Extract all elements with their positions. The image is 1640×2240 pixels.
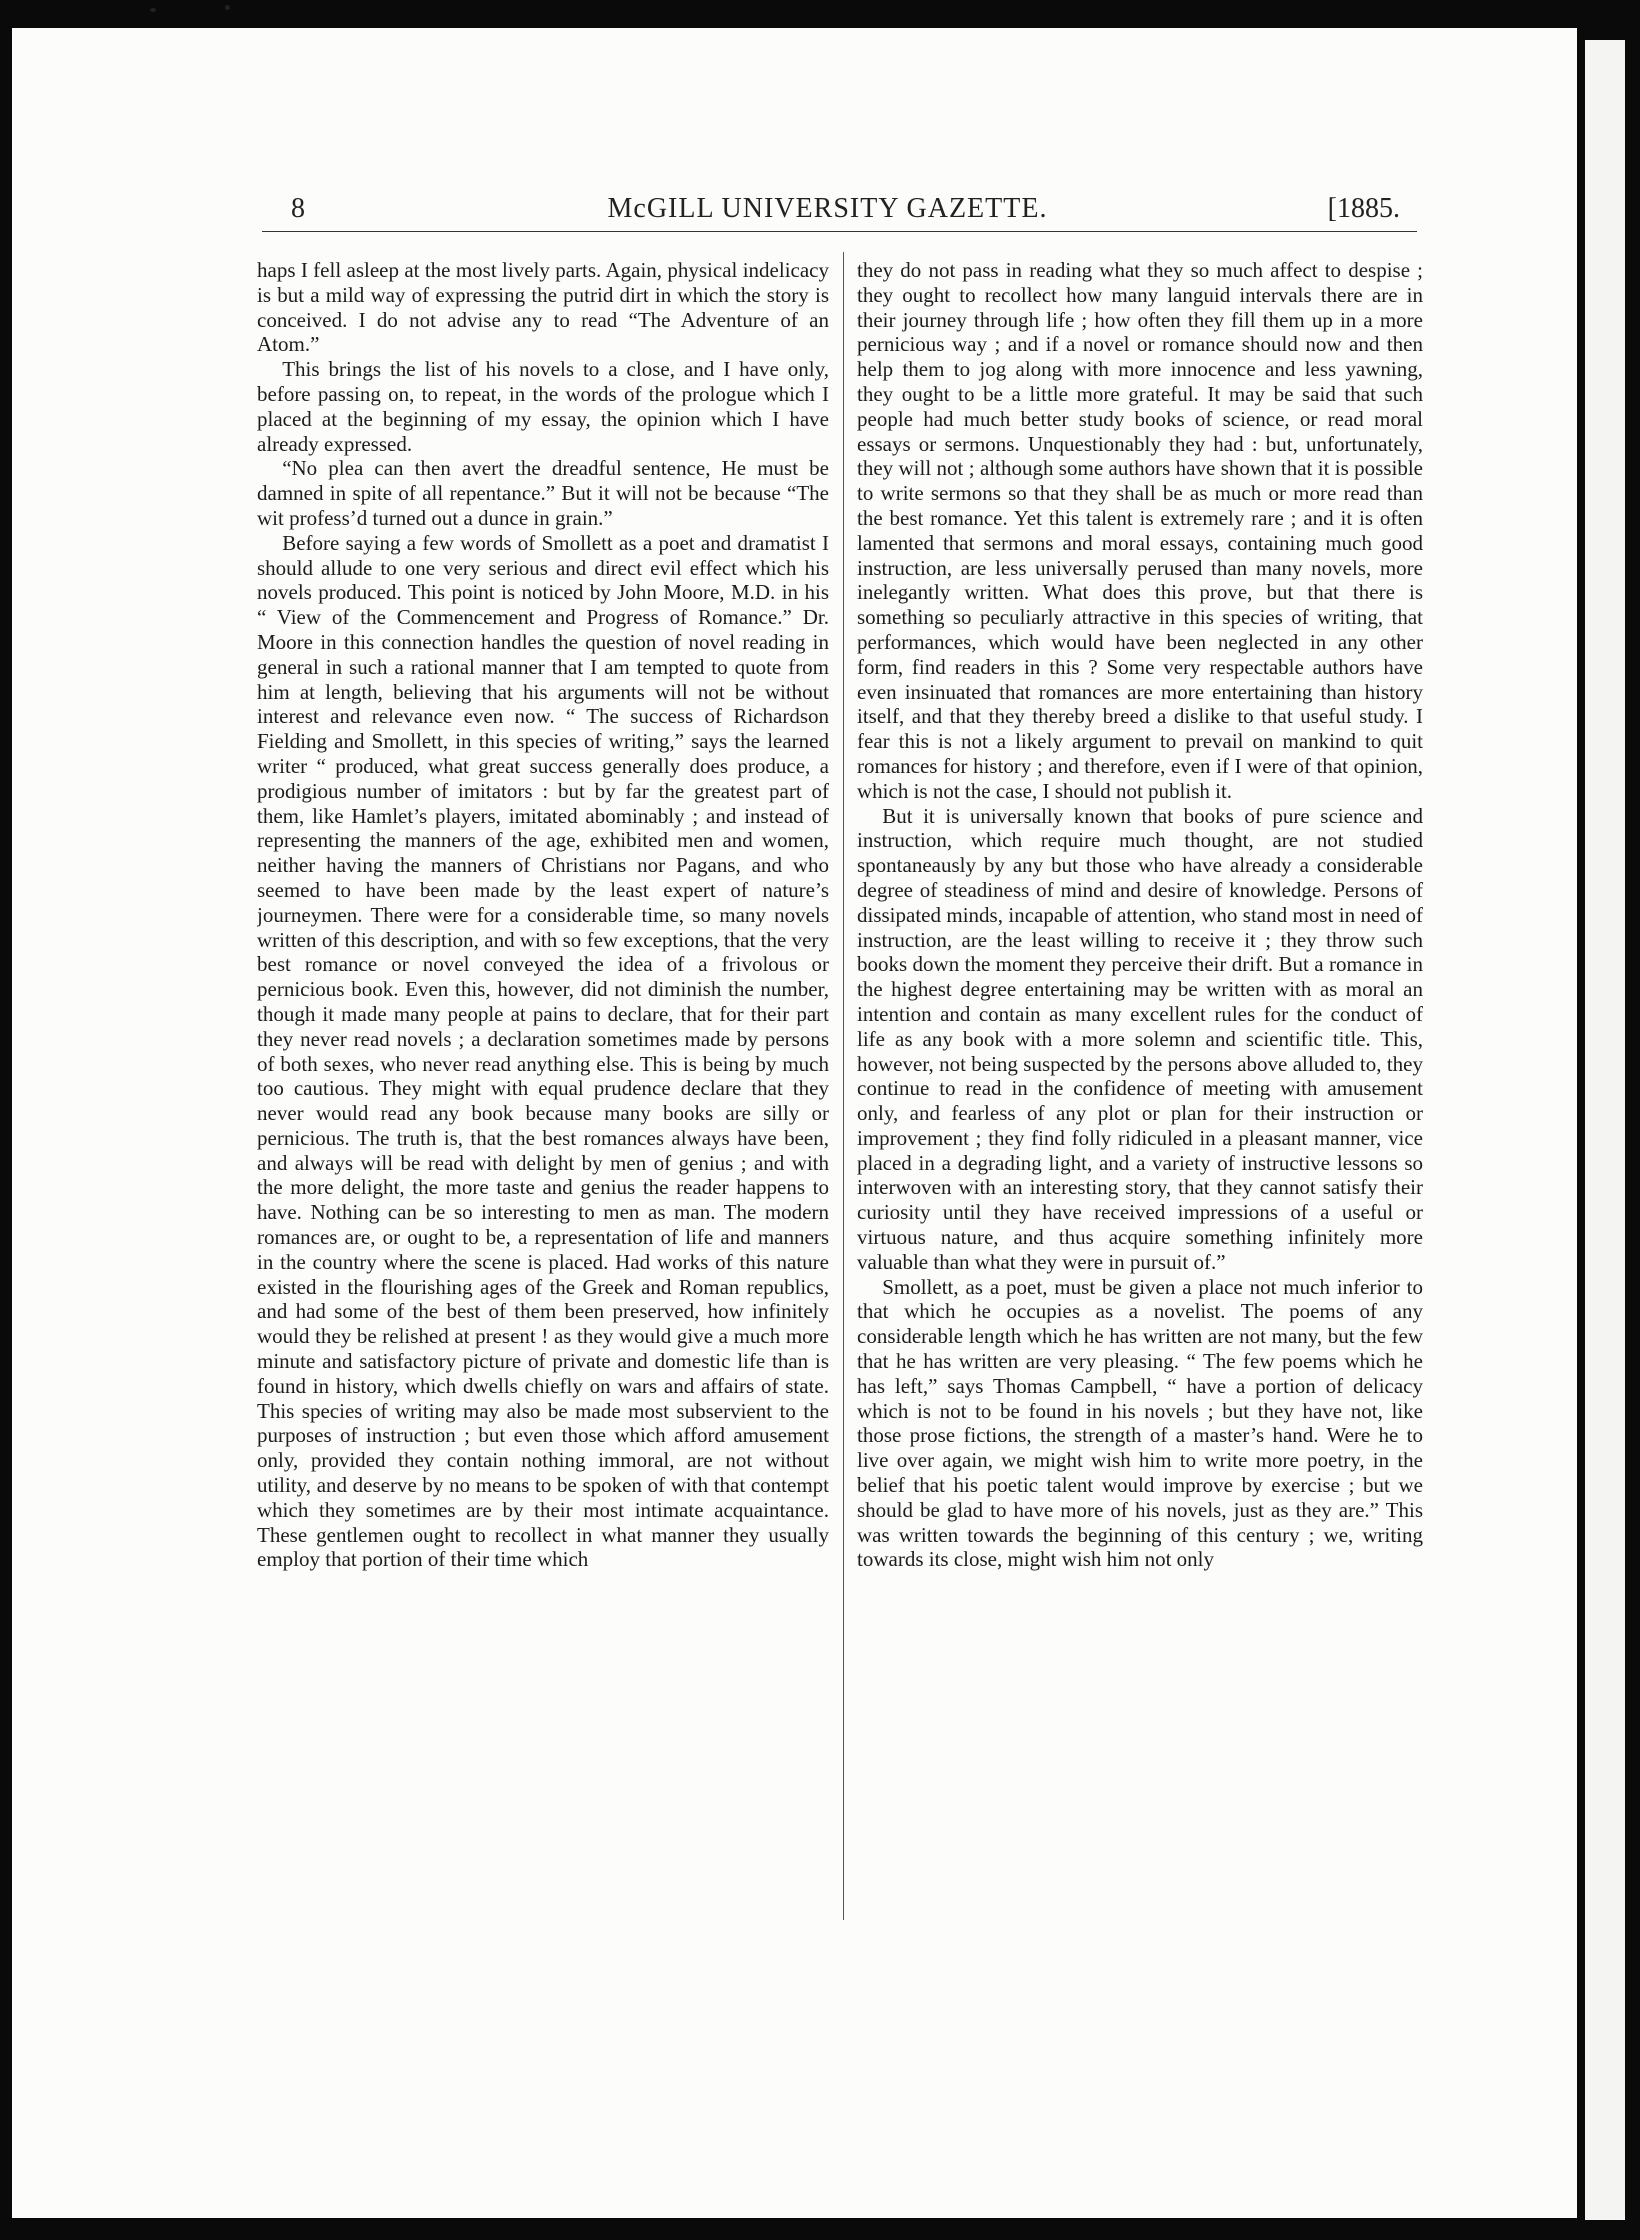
paragraph: Smollett, as a poet, must be given a place not much inferior to that which he occupies as a novelist. The poems of any considerable length which he has written are not many, but the few that he has written are very pleasing. “ The few poems which he has left,” says Thomas Campbell, “ have a portion of delicacy which is not to be found in his novels ; but they have not, like those prose fictions, the strength of a master’s hand. Were he to live over again, we might wish him to write more poetry, in the belief that his poetic talent would improve by exercise ; but we should be glad to have more of his novels, just as they are.” This was written towards the beginning of this century ; we, writing towards its close, might wish him not only [857,1274,1423,1572]
paragraph: “No plea can then avert the dreadful sentence, He must be damned in spite of all repentance.” But it will not be because “The wit profess’d turned out a dunce in grain.” [257,456,829,530]
paragraph: But it is universally known that books of pure science and instruction, which require much thought, are not studied spontaneausly by any but those who have already a considerable degree of steadiness of mind and desire of knowledge. Persons of dissipated minds, incapable of attention, who stand most in need of instruction, are the least willing to receive it ; they throw such books down the moment they perceive their drift. But a romance in the highest degree entertaining may be written with as moral an intention and contain as many excellent rules for the conduct of life as any book with a more solemn and scientific title. This, however, not being suspected by the persons above alluded to, they continue to read in the confidence of meeting with amusement only, and fearless of any plot or plan for their instruction or improvement ; they find folly ridiculed in a pleasant manner, vice placed in a degrading light, and a variety of instructive lessons so interwoven with an interesting story, that they cannot satisfy their curiosity until they have received impressions of a useful or virtuous nature, and thus acquire something infinitely more valuable than what they were in pursuit of.” [857,803,1423,1274]
facing-page-edge [1585,40,1625,2220]
paragraph: Before saying a few words of Smollett as a poet and dramatist I should allude to one very serious and direct evil effect which his novels produced. This point is noticed by John Moore, M.D. in his “ View of the Commencement and Progress of Romance.” Dr. Moore in this connection handles the question of novel reading in general in such a rational manner that I am tempted to quote from him at length, believing that his arguments will not be without interest and relevance even now. “ The success of Richardson Fielding and Smollett, in this species of writing,” says the learned writer “ produced, what great success generally does produce, a prodigious number of imitators : but by far the greatest part of them, like Hamlet’s players, imitated abominably ; and instead of representing the manners of the age, exhibited men and women, neither having the manners of Christians nor Pagans, and who seemed to have been made by the least expert of nature’s journeymen. There were for a considerable time, so many novels written of this description, and with so few exceptions, that the very best romance or novel conveyed the idea of a frivolous or pernicious book. Even this, however, did not diminish the number, though it made many people at pains to declare, that for their part they never read novels ; a declaration sometimes made by persons of both sexes, who never read anything else. This is being by much too cautious. They might with equal prudence declare that they never would read any book because many books are silly or pernicious. The truth is, that the best romances always have been, and always will be read with delight by men of genius ; and with the more delight, the more taste and genius the reader happens to have. Nothing can be so interesting to men as man. The modern romances are, or ought to be, a representation of life and manners in the country where the scene is placed. Had works of this nature existed in the flourishing ages of the Greek and Roman republics, and had some of the best of them been preserved, how infinitely would they be relished at present ! as they would give a much more minute and satisfactory picture of private and domestic life than is found in history, which dwells chiefly on wars and affairs of state. This species of writing may also be made most subservient to the purposes of instruction ; but even those which afford amusement only, provided they contain nothing immoral, are not without utility, and deserve by no means to be spoken of with that contempt which they sometimes are by their most intimate acquaintance. These gentlemen ought to recollect in what manner they usually employ that portion of their time which [257,530,829,1572]
publication-year: [1885. [1327,193,1400,224]
header-rule [262,231,1417,232]
ink-speck [150,8,156,12]
ink-speck [225,5,230,10]
publication-title: McGILL UNIVERSITY GAZETTE. [607,193,1048,224]
right-column [857,258,1423,1918]
paragraph: This brings the list of his novels to a close, and I have only, before passing on, to repeat, in the words of the prologue which I placed at the beginning of my essay, the opinion which I have already expressed. [257,357,829,456]
page-header [255,193,1400,233]
page-number: 8 [291,193,305,224]
left-column [257,258,829,1918]
column-divider [843,252,844,1920]
paragraph: they do not pass in reading what they so much affect to despise ; they ought to recollect how many languid intervals there are in their journey through life ; how often they fill them up in a more pernicious way ; and if a novel or romance should now and then help them to jog along with more innocence and less yawning, they ought to be a little more grateful. It may be said that such people had much better study books of science, or read moral essays or sermons. Unquestionably they had : but, unfortunately, they will not ; although some authors have shown that it is possible to write sermons so that they shall be as much or more read than the best romance. Yet this talent is extremely rare ; and it is often lamented that sermons and moral essays, containing much good instruction, are less universally perused than many novels, more inelegantly written. What does this prove, but that there is something so peculiarly attractive in this species of writing, that performances, which would have been neglected in any other form, find readers in this ? Some very respectable authors have even insinuated that romances are more entertaining than history itself, and that they thereby breed a dislike to that useful study. I fear this is not a likely argument to prevail on mankind to quit romances for history ; and therefore, even if I were of that opinion, which is not the case, I should not publish it. [857,258,1423,803]
paragraph: haps I fell asleep at the most lively parts. Again, physical indelicacy is but a mild way of expressing the putrid dirt in which the story is conceived. I do not advise any to read “The Adventure of an Atom.” [257,258,829,357]
